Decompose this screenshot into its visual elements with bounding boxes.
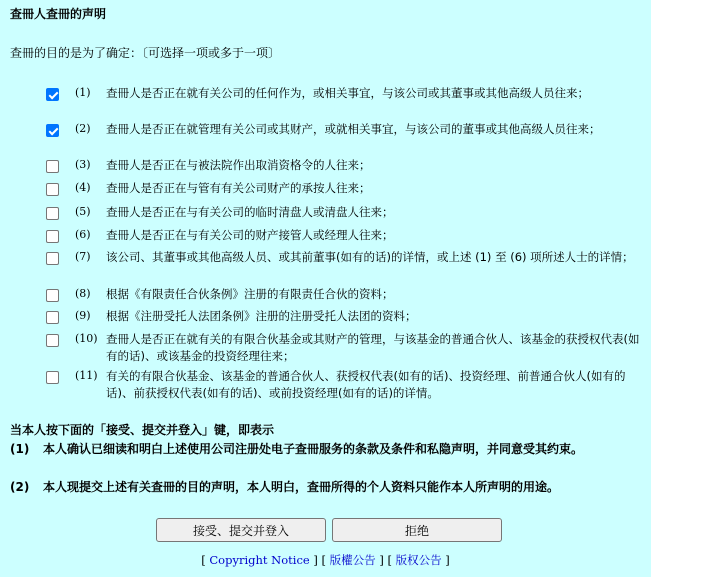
bracket-open: [	[201, 553, 206, 567]
purpose-number: (5)	[75, 205, 91, 218]
purpose-text: 查冊人是否正在就有关公司的任何作为，或相关事宜，与该公司或其董事或其他高级人员往来；	[106, 86, 589, 100]
declaration-text: 本人现提交上述有关查冊的目的声明，本人明白，查冊所得的个人资料只能作本人所声明的用途。	[43, 480, 560, 494]
bracket-open: [	[321, 553, 327, 567]
purpose-number: (6)	[75, 228, 91, 241]
bracket-close: ]	[379, 553, 384, 567]
purpose-checkbox-8[interactable]	[46, 289, 59, 302]
purpose-checkbox-5[interactable]	[46, 207, 59, 220]
purpose-number: (11)	[75, 369, 98, 382]
page-title: 查冊人查冊的声明	[10, 7, 107, 21]
purpose-checkbox-11[interactable]	[46, 371, 59, 384]
declaration-text: 本人确认已细读和明白上述使用公司注册处电子查冊服务的条款及条件和私隐声明，并同意受其约束。	[43, 442, 584, 456]
purpose-checkbox-6[interactable]	[46, 230, 59, 243]
reject-button[interactable]: 拒绝	[332, 518, 502, 542]
purpose-number: (8)	[75, 287, 91, 300]
declaration-number: (1)	[10, 442, 30, 456]
purpose-number: (4)	[75, 181, 91, 194]
purpose-text: 该公司、其董事或其他高级人员、或其前董事(如有的话)的详情，或上述 (1) 至 (6) 项所述人士的详情；	[106, 250, 634, 264]
purpose-checkbox-3[interactable]	[46, 160, 59, 173]
accept-submit-login-button[interactable]: 接受、提交并登入	[156, 518, 326, 542]
purpose-text: 查冊人是否正在与被法院作出取消资格令的人往来；	[106, 158, 371, 172]
purpose-text: 查冊人是否正在就有关的有限合伙基金或其财产的管理，与该基金的普通合伙人、该基金的获授权代表(如有的话)、或该基金的投资经理往来；	[106, 332, 640, 363]
declaration-number: (2)	[10, 480, 30, 494]
purpose-number: (2)	[75, 122, 91, 135]
purpose-text: 查冊人是否正在与有关公司的财产接管人或经理人往来；	[106, 228, 394, 242]
purpose-checkbox-10[interactable]	[46, 334, 59, 347]
purpose-number: (9)	[75, 309, 91, 322]
bracket-close: ]	[313, 553, 318, 567]
purpose-text: 根据《有限责任合伙条例》注册的有限责任合伙的资料；	[106, 287, 394, 301]
footer-links	[0, 552, 651, 568]
declaration-heading: 当本人按下面的「接受、提交并登入」键，即表示	[10, 423, 275, 437]
purpose-checkbox-9[interactable]	[46, 311, 59, 324]
purpose-number: (10)	[75, 332, 98, 345]
bracket-open: [	[387, 553, 392, 567]
purpose-checkbox-4[interactable]	[46, 183, 59, 196]
purpose-intro: 查冊的目的是为了确定：〔可选择一项或多于一项〕	[10, 46, 281, 60]
bracket-close: ]	[445, 553, 450, 567]
purpose-text: 查冊人是否正在与有关公司的临时清盘人或清盘人往来；	[106, 205, 394, 219]
copyright-notice-traditional-link[interactable]: 版權公告	[329, 553, 376, 567]
purpose-checkbox-7[interactable]	[46, 252, 59, 265]
purpose-text: 查冊人是否正在与管有有关公司财产的承按人往来；	[106, 181, 371, 195]
purpose-text: 根据《注册受托人法团条例》注册的注册受托人法团的资料；	[106, 309, 417, 323]
purpose-number: (3)	[75, 158, 91, 171]
purpose-checkbox-1[interactable]	[46, 88, 59, 101]
purpose-checkbox-2[interactable]	[46, 124, 59, 137]
copyright-notice-simplified-link[interactable]: 版权公告	[395, 553, 442, 567]
purpose-text: 查冊人是否正在就管理有关公司或其财产，或就相关事宜，与该公司的董事或其他高级人员往来；	[106, 122, 601, 136]
copyright-notice-link[interactable]: Copyright Notice	[209, 553, 310, 567]
purpose-text: 有关的有限合伙基金、该基金的普通合伙人、获授权代表(如有的话)、投资经理、前普通合伙人(如有的话)、前获授权代表(如有的话)、或前投资经理(如有的话)的详情。	[106, 369, 626, 400]
purpose-number: (1)	[75, 86, 91, 99]
purpose-number: (7)	[75, 250, 91, 263]
